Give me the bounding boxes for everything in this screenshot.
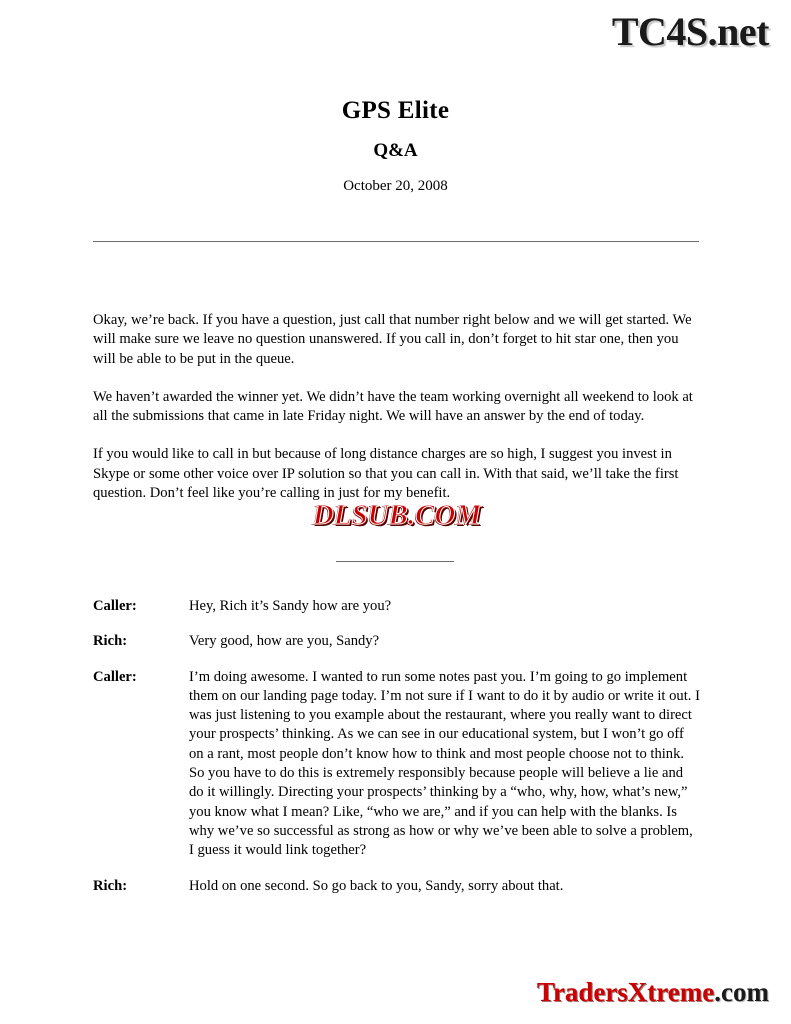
- transcript-turn: [93, 668, 700, 861]
- transcript-text: Hold on one second. So go back to you, Sandy, sorry about that.: [189, 877, 564, 894]
- transcript-section: [93, 597, 700, 912]
- transcript-text: Very good, how are you, Sandy?: [189, 633, 380, 650]
- transcript-speaker: Caller:: [93, 598, 137, 614]
- watermark-tc4s: TC4S.net: [611, 9, 769, 54]
- transcript-speaker: Caller:: [93, 668, 137, 685]
- watermark-dlsub: [252, 498, 542, 532]
- transcript-speaker: Rich:: [93, 877, 128, 894]
- horizontal-divider-top: [93, 241, 699, 242]
- horizontal-divider-middle: [336, 561, 454, 562]
- watermark-tradersxtreme-tld: .com: [714, 977, 769, 1007]
- intro-paragraph-3: If you would like to call in but because of long distance charges are so high, I suggest you invest in Skype or some other voice over IP solution so that you can call in. With that said, we’ll take the first question. Don’t feel like you’re calling in just for my benefit.: [93, 446, 679, 502]
- transcript-text: I’m doing awesome. I wanted to run some notes past you. I’m going to go implement them on our landing page today. I’m not sure if I want to do it by audio or write it out. I was just listening to you example about the restaurant, where you really want to direct your prospects’ thinking. As we can see in our educational system, but I won’t go off on a rant, most people don’t know how to think and most people choose not to think. So you have to do this is extremely responsibly because people will believe a lie and do it willingly. Directing your prospects’ thinking by a “who, why, how, what’s new,” you know what I mean? Like, “who we are,” and if you can help with the blanks. Is why we’ve so successful as strong as how or why we’ve been able to solve a problem, I guess it would link together?: [189, 668, 700, 859]
- intro-section: [93, 311, 700, 522]
- page-date: October 20, 2008: [343, 178, 448, 194]
- transcript-text: Hey, Rich it’s Sandy how are you?: [189, 598, 392, 614]
- transcript-turn: [93, 597, 700, 616]
- transcript-speaker: Rich:: [93, 633, 128, 650]
- watermark-tradersxtreme-name: TradersXtreme: [536, 977, 715, 1007]
- page-title: GPS Elite: [341, 97, 450, 124]
- page-subtitle: Q&A: [373, 140, 418, 161]
- intro-paragraph-2: We haven’t awarded the winner yet. We didn’t have the team working overnight all weekend to look at all the submissions that came in late Friday night. We will have an answer by the end of today.: [93, 388, 693, 425]
- intro-paragraph-1: Okay, we’re back. If you have a question, just call that number right below and we will get started. We will make sure we leave no question unanswered. If you call in, don’t forget to hit star one, then you will be able to be put in the queue.: [93, 312, 692, 367]
- transcript-turn: [93, 632, 700, 651]
- transcript-turn: [93, 877, 700, 896]
- watermark-dlsub-text: DLSUB.COM: [312, 499, 482, 531]
- watermark-tradersxtreme: [537, 977, 769, 1008]
